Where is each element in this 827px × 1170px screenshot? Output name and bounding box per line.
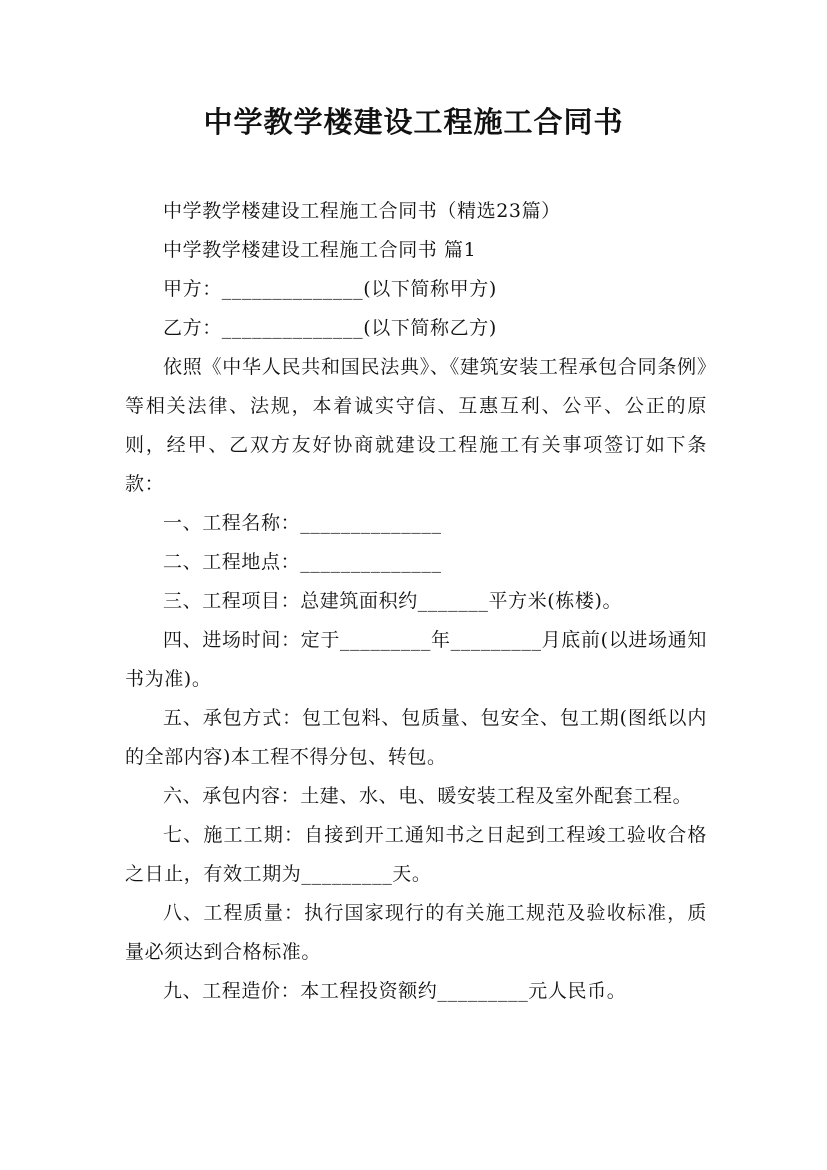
paragraph-preamble: 依照《中华人民共和国民法典》、《建筑安装工程承包合同条例》等相关法律、法规，本着诚实守信、互惠互利、公平、公正的原则，经甲、乙双方友好协商就建设工程施工有关事项签订如下条款： — [125, 356, 707, 495]
clause-contract-method: 五、承包方式：包工包料、包质量、包安全、包工期(图纸以内的全部内容)本工程不得分包、转包。 — [125, 707, 707, 768]
paragraph-party-a: 甲方：______________(以下简称甲方) — [163, 278, 497, 300]
clause-construction-period: 七、施工工期：自接到开工通知书之日起到工程竣工验收合格之日止，有效工期为_________天。 — [125, 824, 707, 885]
clause-project-name: 一、工程名称：______________ — [163, 512, 442, 534]
clause-quality: 八、工程质量：执行国家现行的有关施工规范及验收标准，质量必须达到合格标准。 — [125, 902, 707, 963]
paragraph-party-b: 乙方：______________(以下简称乙方) — [163, 317, 497, 339]
document-body — [125, 192, 707, 1011]
clause-project-scope: 三、工程项目：总建筑面积约_______平方米(栋楼)。 — [163, 590, 623, 612]
document-title: 中学教学楼建设工程施工合同书 — [203, 105, 624, 139]
clause-cost: 九、工程造价：本工程投资额约_________元人民币。 — [163, 980, 627, 1002]
paragraph-subtitle: 中学教学楼建设工程施工合同书（精选23篇） — [163, 200, 561, 222]
clause-contract-content: 六、承包内容：土建、水、电、暖安装工程及室外配套工程。 — [163, 785, 693, 807]
paragraph-section-heading: 中学教学楼建设工程施工合同书 篇1 — [163, 239, 477, 261]
clause-project-location: 二、工程地点：______________ — [163, 551, 442, 573]
clause-entry-time: 四、进场时间：定于_________年_________月底前(以进场通知书为准)。 — [125, 629, 707, 690]
